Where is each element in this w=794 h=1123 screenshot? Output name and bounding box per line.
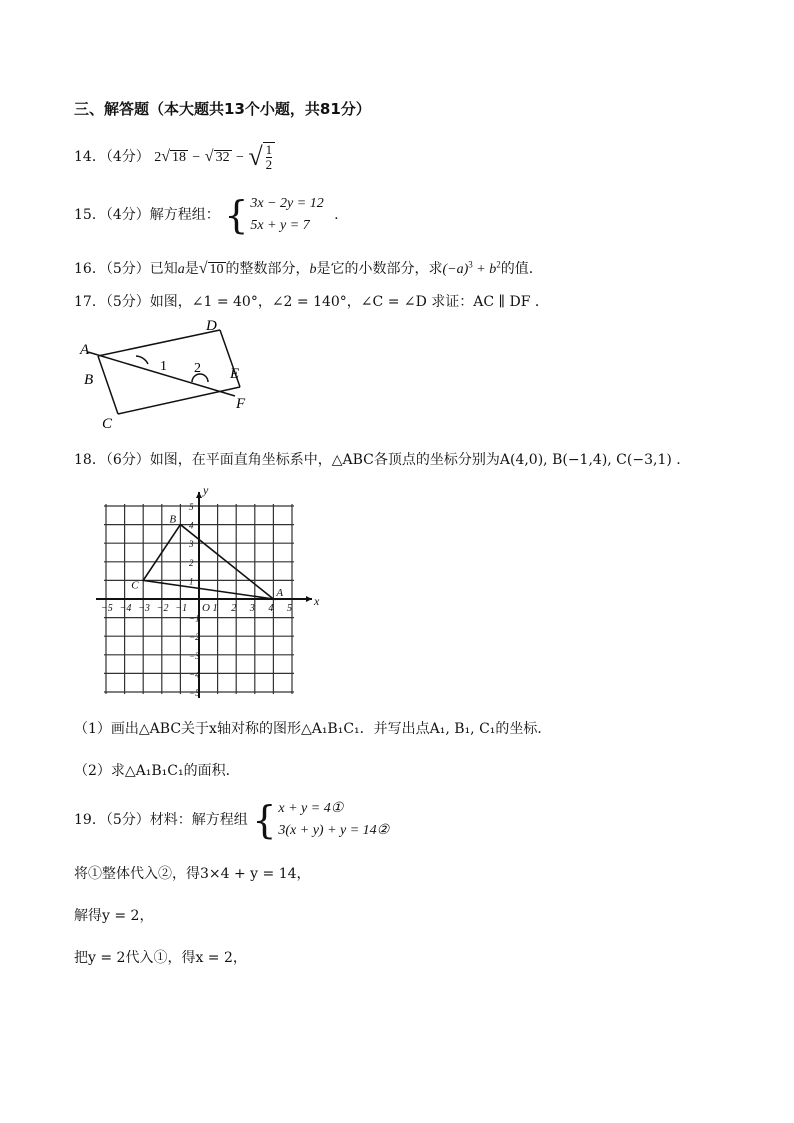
question-19: 19．（5分）材料：解方程组 { x + y = 4① 3(x + y) + y = 14② bbox=[74, 798, 390, 842]
x-tick-label: −1 bbox=[175, 603, 188, 614]
y-tick-label: −5 bbox=[189, 688, 200, 698]
label-b: B bbox=[84, 372, 94, 388]
line-bc bbox=[98, 356, 118, 414]
y-tick-label: −4 bbox=[189, 669, 200, 680]
y-axis-label: y bbox=[203, 486, 209, 497]
solution-line-2: 解得y = 2， bbox=[74, 908, 154, 924]
label-d: D bbox=[206, 318, 217, 334]
fraction: $\frac{1}{2}$ bbox=[263, 142, 276, 172]
x-tick-label: 3 bbox=[249, 603, 255, 614]
figure-q17 bbox=[70, 312, 270, 434]
line-bd bbox=[98, 330, 220, 356]
question-number: 19．（5分） bbox=[74, 812, 150, 828]
x-tick-label: −2 bbox=[156, 603, 169, 614]
x-axis-label: x bbox=[314, 594, 320, 608]
line-ce bbox=[118, 387, 240, 414]
question-18: 18．（6分）如图，在平面直角坐标系中，△ABC各顶点的坐标分别为A(4,0), B(−1,4), C(−3,1) . bbox=[74, 452, 681, 468]
y-tick-label: 5 bbox=[189, 502, 194, 512]
question-17: 17．（5分）如图，∠1 = 40°，∠2 = 140°，∠C = ∠D 求证：AC ∥ DF ． bbox=[74, 294, 549, 310]
solution-line-1: 将①整体代入②，得3×4 + y = 14， bbox=[74, 866, 311, 882]
y-tick-label: −1 bbox=[189, 613, 200, 624]
equation-system: { 3x − 2y = 12 5x + y = 7 bbox=[224, 193, 324, 237]
x-tick-label: −3 bbox=[138, 603, 150, 614]
origin-label: O bbox=[202, 602, 210, 614]
y-tick-label: −3 bbox=[189, 650, 200, 661]
angle-1-arc bbox=[136, 356, 148, 364]
x-tick-label: 4 bbox=[268, 603, 274, 614]
question-number: 14．（4分） bbox=[74, 149, 150, 165]
equation-system: { x + y = 4① 3(x + y) + y = 14② bbox=[252, 798, 390, 842]
solution-line-3: 把y = 2代入①，得x = 2， bbox=[74, 950, 247, 966]
x-tick-label: 5 bbox=[287, 603, 292, 614]
label-f: F bbox=[236, 396, 246, 412]
question-number: 16．（5分） bbox=[74, 261, 150, 277]
x-tick-label: −4 bbox=[119, 603, 132, 614]
y-tick-label: 3 bbox=[189, 539, 194, 550]
question-14: 14．（4分） 2√ 18 − √ 32 − √ $\frac{1}{2}$ bbox=[74, 142, 275, 172]
question-15: 15．（4分）解方程组： { 3x − 2y = 12 5x + y = 7 . bbox=[74, 193, 339, 237]
y-tick-label: 1 bbox=[189, 576, 194, 587]
x-tick-label: 1 bbox=[212, 603, 218, 614]
question-number: 18．（6分） bbox=[74, 452, 150, 468]
question-18-part-1: （1）画出△ABC关于x轴对称的图形△A₁B₁C₁．并写出点A₁, B₁, C₁的坐标． bbox=[74, 721, 552, 737]
label-c: C bbox=[102, 416, 113, 432]
question-16: 16．（5分）已知a是√ 10 的整数部分，b是它的小数部分，求$(-a)^3 + b^2$的值． bbox=[74, 259, 543, 277]
label-a: A bbox=[80, 342, 90, 358]
question-number: 17．（5分） bbox=[74, 294, 150, 310]
x-axis-arrow bbox=[306, 596, 312, 602]
point-c-label: C bbox=[131, 579, 139, 592]
question-18-part-2: （2）求△A₁B₁C₁的面积． bbox=[74, 763, 240, 779]
y-axis-arrow bbox=[196, 492, 202, 498]
point-b-label: B bbox=[169, 513, 177, 526]
x-tick-label: −5 bbox=[101, 603, 113, 614]
section-title: 三、解答题（本大题共13个小题，共81分） bbox=[74, 100, 371, 118]
label-angle-1: 1 bbox=[160, 359, 167, 374]
question-number: 15．（4分） bbox=[74, 207, 150, 223]
point-a-label: A bbox=[276, 587, 284, 599]
y-tick-label: 2 bbox=[189, 557, 194, 568]
y-tick-label: −2 bbox=[189, 632, 200, 643]
x-tick-label: 2 bbox=[231, 603, 237, 614]
coordinate-grid bbox=[86, 486, 326, 698]
label-e: E bbox=[230, 366, 240, 382]
y-tick-label: 4 bbox=[189, 520, 194, 531]
label-angle-2: 2 bbox=[194, 361, 201, 376]
